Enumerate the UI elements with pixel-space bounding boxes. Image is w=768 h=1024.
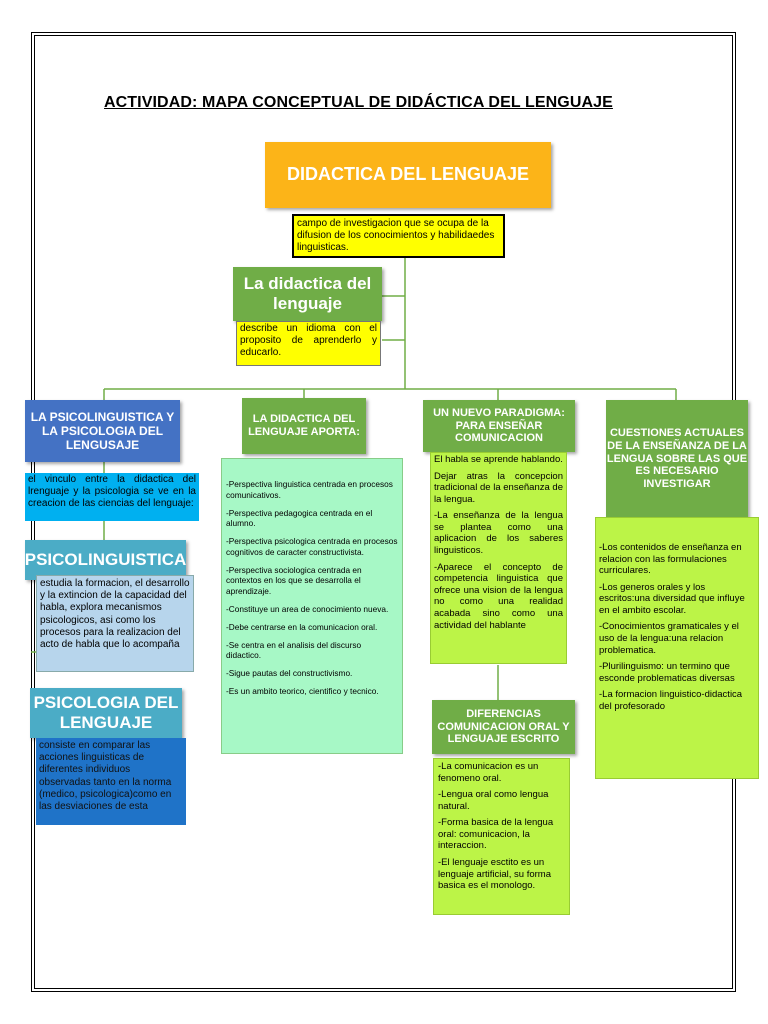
cuestiones-list-box (595, 517, 759, 779)
cuestiones-item: -La formacion linguistico-didactica del profesorado (599, 689, 743, 712)
aporta-item: -Debe centrarse en la comunicacion oral. (226, 621, 378, 632)
cuestiones-title-box (606, 400, 748, 518)
cuestiones-item: -Conocimientos gramaticales y el uso de la lengua:una relacion problematica. (599, 621, 739, 656)
paradigma-item: -Aparece el concepto de competencia linguistica que ofrece una vision de la lengua no como una realidad acabada sino como una actividad del hablante (434, 561, 563, 631)
paradigma-list-box (430, 452, 567, 664)
psicolinguistica-y-psicologia-description-box (25, 473, 199, 521)
diferencias-item: -El lenguaje esctito es un lenguaje artificial, su forma basica es el monologo. (438, 857, 551, 892)
diferencias-title: DIFERENCIAS COMUNICACION ORAL Y LENGUAJE ESCRITO (437, 707, 570, 746)
psicologia-del-lenguaje-title: PSICOLOGIA DEL LENGUAJE (33, 692, 179, 732)
diferencias-item: -La comunicacion es un fenomeno oral. (438, 761, 539, 784)
diferencias-title-box (432, 700, 575, 754)
aporta-item: -Perspectiva psicologica centrada en procesos cognitivos de caracter constructivista. (226, 536, 398, 557)
aporta-item: -Perspectiva pedagogica centrada en el alumno. (226, 507, 373, 529)
aporta-item: -Se centra en el analisis del discurso didactico. (226, 639, 362, 661)
root-title-box (265, 142, 551, 208)
cuestiones-item: -Plurilinguismo: un termino que esconde problematicas diversas (599, 661, 735, 684)
psicolinguistica-y-psicologia-description: el vinculo entre la didactica del lrenguaje y la psicologia se ve en la creacion de las ciencias del lenguaje: (28, 474, 196, 510)
paradigma-title-box (423, 400, 575, 452)
paradigma-title: UN NUEVO PARADIGMA: PARA ENSEÑAR COMUNICACION (433, 406, 565, 445)
cuestiones-title: CUESTIONES ACTUALES DE LA ENSEÑANZA DE LA LENGUA SOBRE LAS QUE ES NECESARIO INVESTIGAR (606, 426, 748, 491)
psicolinguistica-description: estudia la formacion, el desarrollo y la extincion de la capacidad del habla, explora mecanismos psicologicos, asi como los procesos para la realizacion del acto de habla que lo acompaña (40, 578, 190, 650)
la-didactica-description: describe un idioma con el proposito de aprenderlo y educarlo. (240, 323, 377, 359)
psicolinguistica-y-psicologia-title-box (25, 400, 180, 462)
psicolinguistica-title: PSICOLINGUISTICA (24, 549, 187, 569)
psicologia-del-lenguaje-description: consiste en comparar las acciones linguisticas de diferentes individuos observadas tanto en la norma (medico, psicologica)como en las desviaciones de esta (39, 740, 172, 812)
cuestiones-item: -Los generos orales y los escritos:una diversidad que influye en el ambito escolar. (599, 581, 745, 616)
aporta-item: -Sigue pautas del constructivismo. (226, 668, 353, 679)
root-description-box (292, 214, 505, 258)
la-didactica-description-box (236, 321, 381, 366)
aporta-item: -Es un ambito teorico, cientifico y tecnico. (226, 685, 379, 696)
aporta-item: -Perspectiva sociologica centrada en contextos en los que se desarrolla el aprendizaje. (226, 564, 362, 597)
psicolinguistica-y-psicologia-title: LA PSICOLINGUISTICA Y LA PSICOLOGIA DEL LENGUSAJE (30, 409, 175, 453)
page-title: ACTIVIDAD: MAPA CONCEPTUAL DE DIDÁCTICA DEL LENGUAJE (104, 94, 613, 111)
la-didactica-title: La didactica del lenguaje (243, 273, 372, 313)
psicolinguistica-title-box (25, 540, 186, 580)
aporta-title: LA DIDACTICA DEL LENGUAJE APORTA: (248, 413, 360, 438)
aporta-item: -Constituye un area de conocimiento nueva. (226, 604, 389, 615)
paradigma-item: El habla se aprende hablando. (434, 454, 563, 465)
aporta-list-box (221, 458, 403, 754)
diferencias-item: -Lengua oral como lengua natural. (438, 789, 549, 812)
diferencias-item: -Forma basica de la lengua oral: comunicacion, la interaccion. (438, 817, 554, 852)
aporta-item: -Perspectiva linguistica centrada en procesos comunicativos. (226, 479, 393, 500)
diferencias-list-box (433, 758, 570, 915)
paradigma-item: -La enseñanza de la lengua se plantea como una aplicacion de los saberes linguisticos. (434, 510, 563, 557)
cuestiones-item: -Los contenidos de enseñanza en relacion con las formulaciones curriculares. (599, 542, 742, 577)
root-description: campo de investigacion que se ocupa de la difusion de los conocimientos y habilidaedes linguisticas. (297, 218, 495, 254)
psicologia-del-lenguaje-title-box (30, 688, 182, 738)
root-title: DIDACTICA DEL LENGUAJE (286, 164, 529, 185)
paradigma-item: Dejar atras la concepcion tradicional de la enseñanza de la lengua. (434, 470, 563, 505)
psicolinguistica-description-box (36, 575, 194, 672)
aporta-title-box (242, 398, 366, 454)
la-didactica-title-box (233, 267, 382, 321)
psicologia-del-lenguaje-description-box (36, 738, 186, 825)
